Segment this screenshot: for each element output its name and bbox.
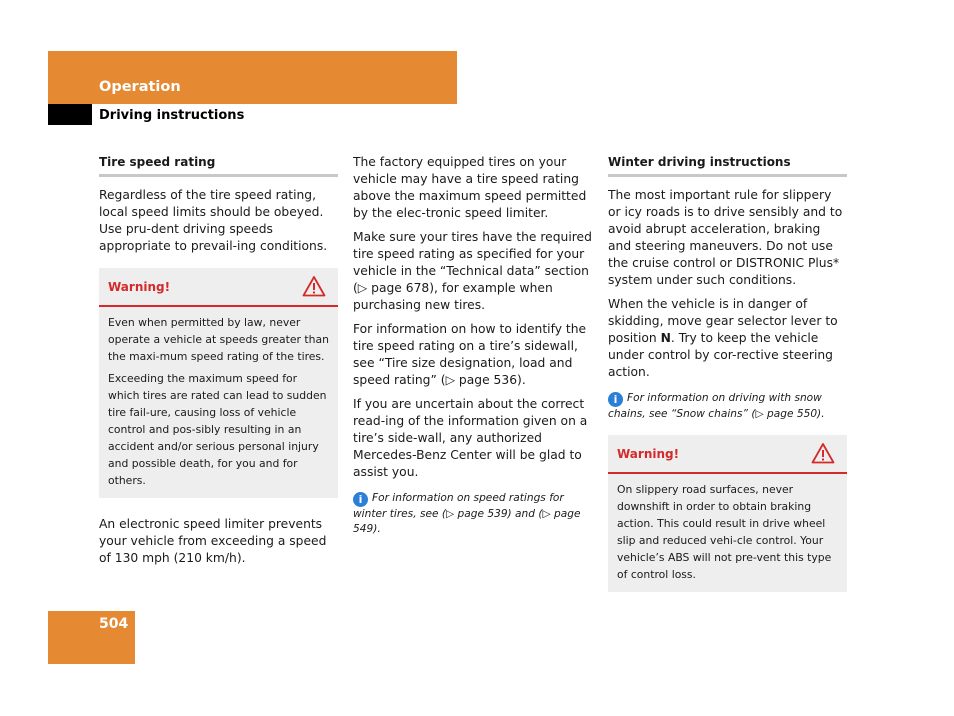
- note-text: For information on speed ratings for winter tires, see (▷ page 539) and (▷ page 549).: [353, 492, 581, 535]
- section-title: Operation: [99, 79, 181, 95]
- warning-text: Even when permitted by law, never operate a vehicle at speeds greater than the maxi-mum speed rating of the tires.: [108, 316, 329, 363]
- gear-position: N: [660, 331, 671, 345]
- paragraph: An electronic speed limiter prevents your vehicle from exceeding a speed of 130 mph (210 km/h).: [99, 517, 327, 565]
- paragraph: Make sure your tires have the required tire speed rating as specified for your vehicle in the “Technical data” section (▷ page 678), for example when purchasing new tires.: [353, 230, 592, 312]
- text: . Try to keep the vehicle under control by cor-rective steering action.: [608, 331, 833, 379]
- warning-title: Warning!: [108, 280, 171, 294]
- info-note: [353, 491, 592, 537]
- warning-title: Warning!: [617, 447, 680, 461]
- column-2: [353, 154, 592, 537]
- note-text: For information on driving with snow chains, see “Snow chains” (▷ page 550).: [608, 392, 825, 420]
- paragraph: For information on how to identify the tire speed rating on a tire’s sidewall, see “Tire size designation, load and speed rating” (▷ page 536).: [353, 322, 587, 387]
- paragraph: Regardless of the tire speed rating, local speed limits should be obeyed. Use pru-dent driving speeds appropriate to prevail-ing conditions.: [99, 188, 328, 253]
- warning-body: [99, 307, 338, 498]
- warning-triangle-icon: [811, 442, 835, 464]
- page-number: 504: [99, 616, 129, 632]
- heading-winter-driving: Winter driving instructions: [608, 154, 847, 177]
- info-note: [608, 391, 847, 422]
- subsection-title: Driving instructions: [99, 108, 245, 123]
- warning-body: [608, 474, 847, 592]
- warning-box: [99, 268, 338, 498]
- warning-box: [608, 435, 847, 592]
- column-1: [99, 154, 338, 574]
- paragraph: The most important rule for slippery or icy roads is to drive sensibly and to avoid abrupt acceleration, braking and steering maneuvers. Do not use the cruise control or DISTRONIC Plus* system under such conditions.: [608, 188, 843, 287]
- info-icon: i: [608, 392, 623, 407]
- column-3: [608, 154, 847, 610]
- heading-tire-speed-rating: Tire speed rating: [99, 154, 338, 177]
- text: When the vehicle is in danger of skidding, move gear selector lever to position: [608, 297, 838, 345]
- info-icon: i: [353, 492, 368, 507]
- warning-text: Exceeding the maximum speed for which tires are rated can lead to sudden tire fail-ure, causing loss of vehicle control and pos-sibly resulting in an accident and/or serious personal injury and possible death, for you and for others.: [108, 372, 327, 487]
- subsection-marker: [48, 104, 92, 125]
- paragraph: If you are uncertain about the correct read-ing of the information given on a tire’s side-wall, any authorized Mercedes-Benz Center will be glad to assist you.: [353, 397, 588, 479]
- warning-triangle-icon: [302, 275, 326, 297]
- warning-header: [608, 435, 847, 474]
- warning-header: [99, 268, 338, 307]
- header-bar: [48, 51, 457, 104]
- paragraph: [608, 296, 847, 381]
- paragraph: The factory equipped tires on your vehicle may have a tire speed rating above the maximum speed permitted by the elec-tronic speed limiter.: [353, 155, 587, 220]
- warning-text: On slippery road surfaces, never downshift in order to obtain braking action. This could result in drive wheel slip and reduced vehi-cle control. Your vehicle’s ABS will not pre-vent this type of control loss.: [617, 483, 832, 581]
